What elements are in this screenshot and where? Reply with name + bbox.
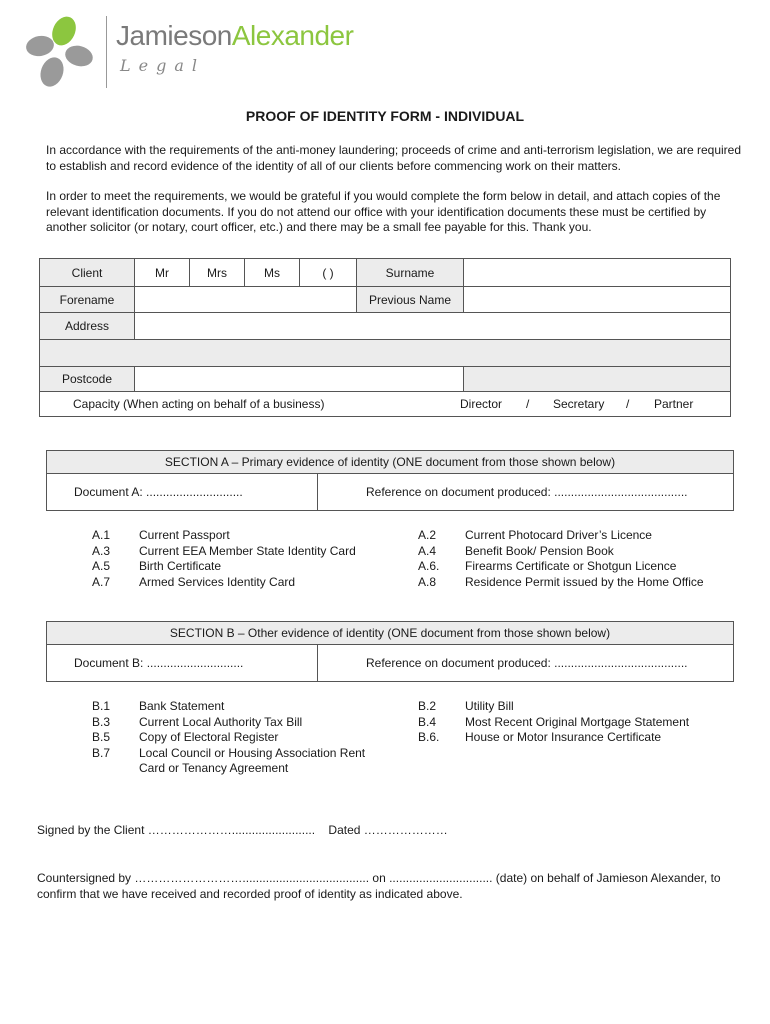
- previous-name-field[interactable]: [464, 287, 731, 313]
- capacity-row: [40, 392, 731, 417]
- intro-paragraph-2: In order to meet the requirements, we would be grateful if you would complete the form below in detail, and attach copies of the relevant identification documents. If you do not attend our office with your identification documents these must be certified by another solicitor (or notary, court officer, etc.) and there may be a small fee payable for this. Thank you.: [46, 189, 721, 234]
- section-b-table: [46, 621, 734, 682]
- signed-by-client-line[interactable]: Signed by the Client …………………......................... Dated …………………: [37, 823, 448, 837]
- section-b-heading: SECTION B – Other evidence of identity (ONE document from those shown below): [47, 622, 734, 645]
- section-a-right-list: [418, 528, 704, 590]
- title-option-mrs[interactable]: Mrs: [190, 259, 245, 287]
- logo-wordmark: [116, 20, 353, 52]
- address-label: Address: [40, 313, 135, 340]
- list-item: A.2 Current Photocard Driver’s Licence: [418, 528, 652, 542]
- logo-name-part2: Alexander: [231, 20, 354, 51]
- list-item: B.7 Local Council or Housing Association Rent: [92, 745, 366, 760]
- section-a-left-list: [92, 528, 356, 590]
- section-a-heading: SECTION A – Primary evidence of identity (ONE document from those shown below): [47, 451, 734, 474]
- countersigned-confirmation: confirm that we have received and recorded proof of identity as indicated above.: [37, 887, 463, 901]
- capacity-separator-2: /: [626, 397, 630, 411]
- logo-name-part1: Jamieson: [116, 20, 232, 51]
- document-b-field[interactable]: Document B: .............................: [47, 645, 318, 682]
- title-option-mr[interactable]: Mr: [135, 259, 190, 287]
- capacity-label: Capacity (When acting on behalf of a business): [73, 397, 325, 411]
- document-a-field[interactable]: Document A: .............................: [47, 474, 318, 511]
- list-item: A.5 Birth Certificate: [92, 559, 222, 573]
- list-item: A.1 Current Passport: [92, 528, 230, 542]
- previous-name-label: Previous Name: [357, 287, 464, 313]
- section-b-right-list: [418, 699, 689, 746]
- capacity-director[interactable]: Director: [460, 397, 503, 411]
- postcode-label: Postcode: [40, 367, 135, 392]
- list-item: B.5 Copy of Electoral Register: [92, 730, 279, 744]
- list-item: A.7 Armed Services Identity Card: [92, 574, 296, 589]
- list-item: A.3 Current EEA Member State Identity Card: [92, 543, 356, 558]
- capacity-separator-1: /: [526, 397, 530, 411]
- section-b-left-list: [92, 699, 365, 777]
- postcode-field[interactable]: [135, 367, 464, 392]
- forename-field[interactable]: [135, 287, 357, 313]
- surname-label: Surname: [357, 259, 464, 287]
- section-a-table: [46, 450, 734, 511]
- reference-a-field[interactable]: Reference on document produced: ........................................: [318, 474, 734, 511]
- address-field-line2[interactable]: [40, 340, 731, 367]
- list-item: A.6. Firearms Certificate or Shotgun Licence: [418, 559, 677, 573]
- capacity-partner[interactable]: Partner: [654, 397, 694, 411]
- address-field-line1[interactable]: [135, 313, 731, 340]
- list-item: B.4 Most Recent Original Mortgage Statement: [418, 714, 690, 729]
- list-item: A.8 Residence Permit issued by the Home Office: [418, 574, 704, 589]
- postcode-shaded-cell: [464, 367, 731, 392]
- list-item: B.2 Utility Bill: [418, 699, 514, 713]
- title-option-ms[interactable]: Ms: [245, 259, 300, 287]
- reference-b-field[interactable]: Reference on document produced: ........................................: [318, 645, 734, 682]
- client-label: Client: [40, 259, 135, 287]
- surname-field[interactable]: [464, 259, 731, 287]
- form-title: PROOF OF IDENTITY FORM - INDIVIDUAL: [245, 108, 525, 124]
- countersigned-line[interactable]: Countersigned by ………………………...................................... on ............................... (date) on behalf of Jamieson Alexander, to: [37, 871, 721, 885]
- logo-clover-icon: [20, 14, 100, 90]
- list-item: B.1 Bank Statement: [92, 699, 225, 713]
- forename-label: Forename: [40, 287, 135, 313]
- logo-divider: [106, 16, 107, 88]
- list-item: B.3 Current Local Authority Tax Bill: [92, 714, 303, 729]
- logo-subtitle: Legal: [120, 56, 205, 75]
- intro-block: [46, 143, 742, 236]
- list-item: B.6. House or Motor Insurance Certificate: [418, 730, 662, 744]
- intro-paragraph-1: In accordance with the requirements of the anti-money laundering; proceeds of crime and anti-terrorism legislation, we are required to establish and record evidence of the identity of all of our clients before commencing work on their matters.: [46, 143, 742, 173]
- client-details-table: [39, 258, 731, 417]
- title-option-other[interactable]: ( ): [300, 259, 357, 287]
- capacity-secretary[interactable]: Secretary: [553, 397, 605, 411]
- list-item: A.4 Benefit Book/ Pension Book: [418, 543, 614, 558]
- list-item: Card or Tenancy Agreement: [139, 761, 289, 775]
